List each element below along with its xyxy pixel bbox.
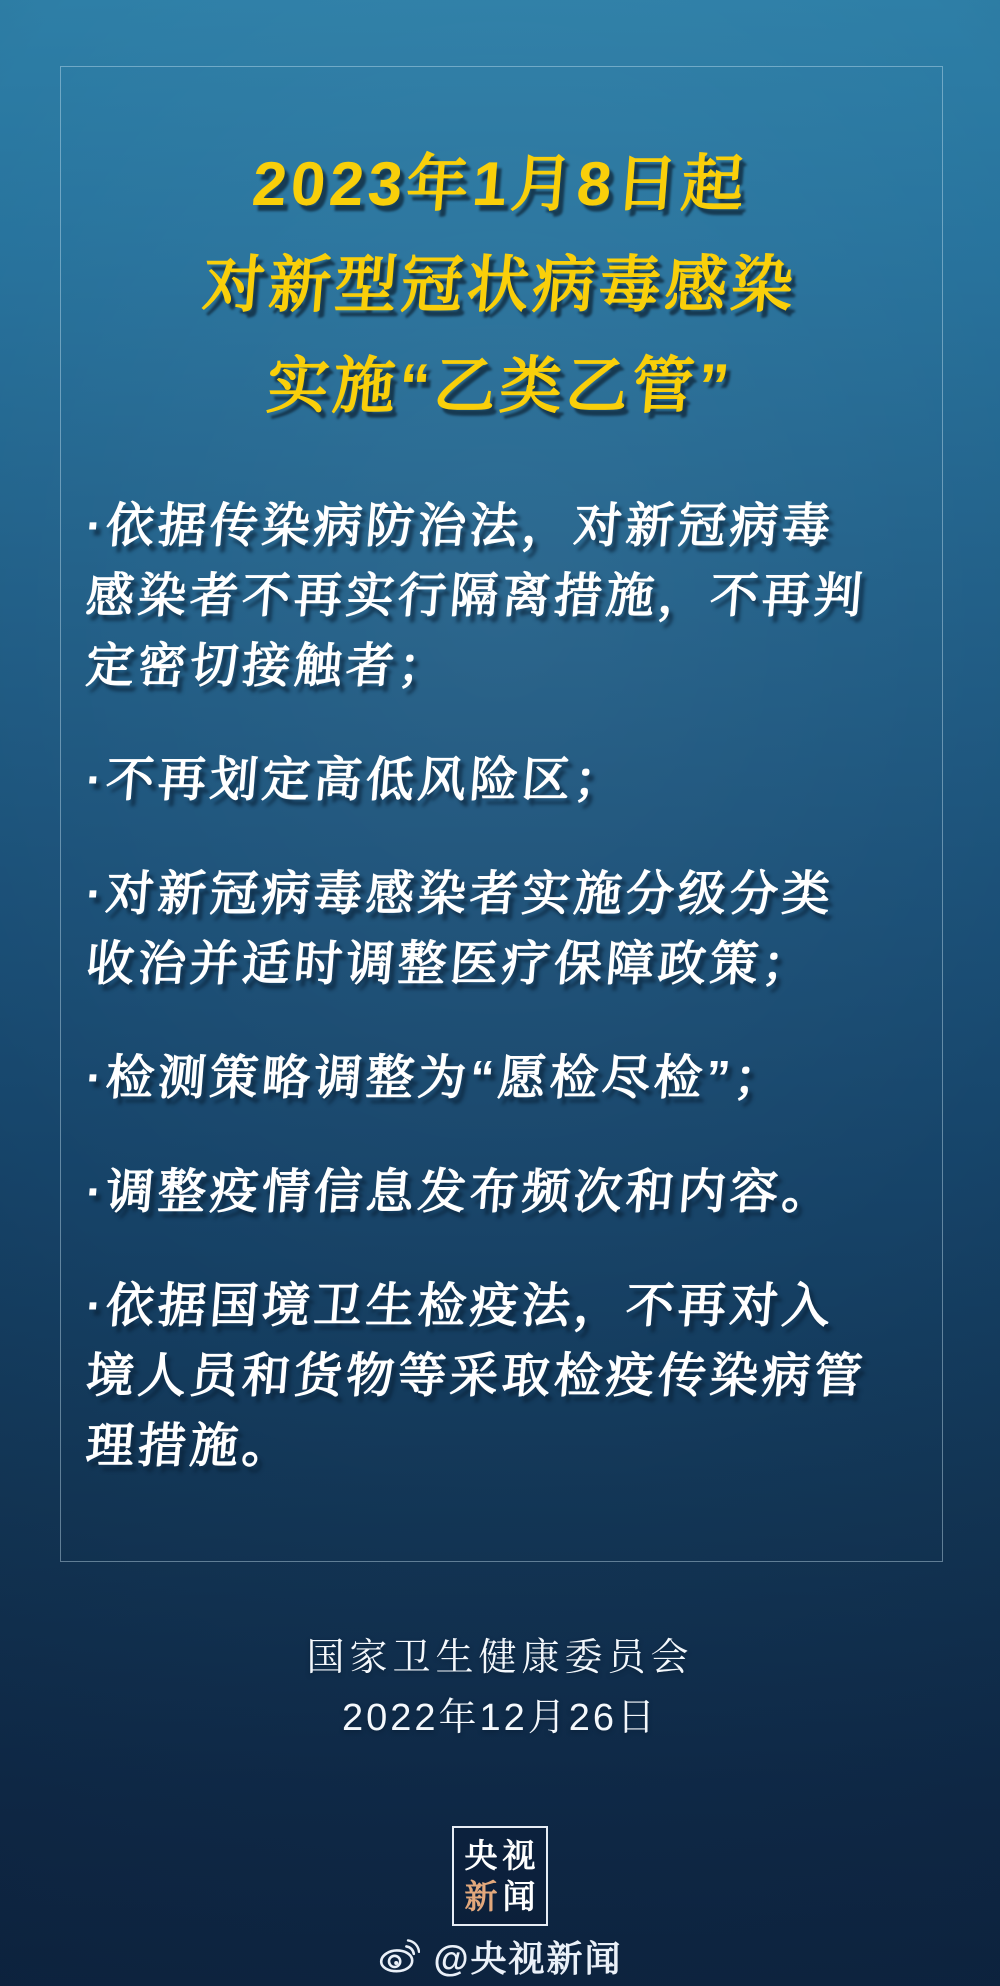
bullet-item-testing-policy — [83, 1044, 958, 1114]
policy-bullets — [83, 492, 958, 1482]
bullet-line: ·依据国境卫生检疫法，不再对入 — [83, 1280, 837, 1333]
bullet-item-risk-zones — [83, 746, 958, 816]
issue-date: 2022年12月26日 — [341, 1697, 659, 1739]
logo-char-wen: 闻 — [502, 1877, 541, 1915]
bullet-line: ·依据传染病防治法，对新冠病毒 — [83, 500, 837, 553]
weibo-icon — [377, 1936, 421, 1976]
cctv-news-logo — [452, 1826, 548, 1926]
bullet-item-tiered-treatment — [83, 860, 958, 1000]
bullet-line: 理措施。 — [83, 1420, 297, 1473]
bullet-line: ·调整疫情信息发布频次和内容。 — [83, 1166, 837, 1219]
poster-title — [0, 134, 1000, 437]
title-line-subject: 对新型冠状病毒感染 — [200, 251, 800, 320]
bullet-line: 境人员和货物等采取检疫传染病管 — [83, 1350, 869, 1403]
bullet-line: 感染者不再实行隔离措施，不再判 — [83, 570, 869, 623]
logo-text-bottom — [460, 1878, 541, 1916]
issuer-name: 国家卫生健康委员会 — [306, 1637, 694, 1679]
title-line-policy: 实施“乙类乙管” — [264, 352, 736, 421]
bullet-item-border-quarantine — [83, 1272, 958, 1482]
title-line-date: 2023年1月8日起 — [249, 150, 751, 219]
weibo-handle: @央视新闻 — [433, 1937, 623, 1979]
bullet-line: ·不再划定高低风险区； — [83, 754, 629, 807]
logo-text-top: 央视 — [464, 1836, 541, 1874]
bullet-line: ·检测策略调整为“愿检尽检”； — [83, 1052, 789, 1105]
bullet-item-isolation — [83, 492, 958, 702]
bullet-line: 收治并适时调整医疗保障政策； — [83, 938, 817, 991]
bullet-line: 定密切接触者； — [83, 640, 453, 693]
weibo-watermark — [0, 1930, 1000, 1982]
logo-char-xin: 新 — [464, 1877, 503, 1915]
bullet-line: ·对新冠病毒感染者实施分级分类 — [83, 868, 837, 921]
bullet-item-info-release — [83, 1158, 958, 1228]
